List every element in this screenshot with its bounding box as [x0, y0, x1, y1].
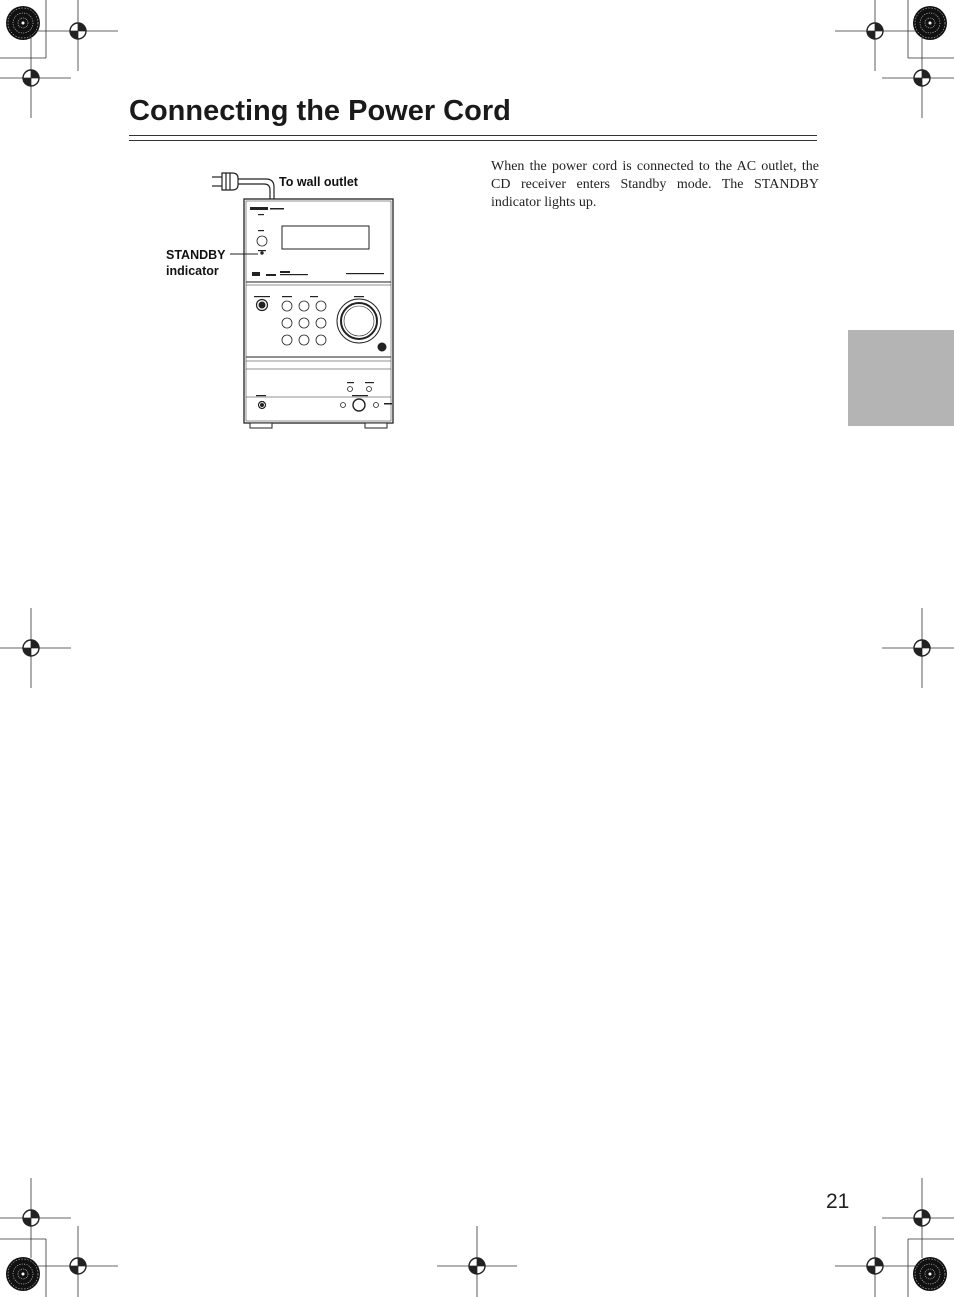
standby-label-line1: STANDBY: [166, 248, 226, 262]
page-number: 21: [826, 1190, 850, 1213]
power-plug-icon: [212, 173, 274, 200]
title-rule-bottom: [129, 140, 817, 141]
title-rule-top: [129, 135, 817, 136]
wall-outlet-label: To wall outlet: [279, 175, 358, 189]
page-title: Connecting the Power Cord: [129, 95, 511, 127]
standby-label-line2: indicator: [166, 264, 219, 278]
cd-receiver-illustration: [208, 168, 408, 433]
section-side-tab: [848, 330, 954, 426]
standby-indicator-label: [166, 247, 226, 279]
body-paragraph: When the power cord is connected to the AC outlet, the CD receiver enters Standby mode. The STANDBY indicator lights up.: [491, 159, 819, 210]
